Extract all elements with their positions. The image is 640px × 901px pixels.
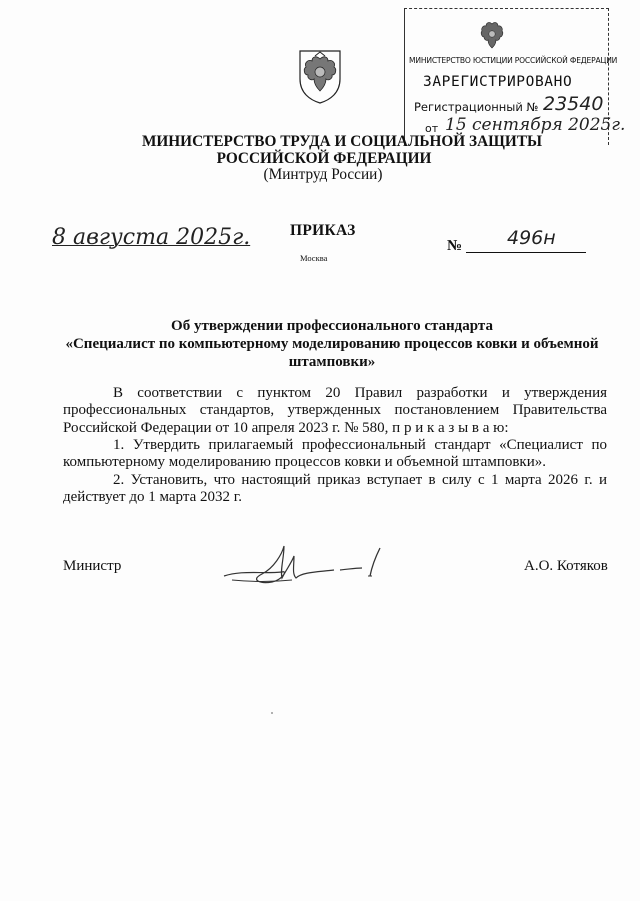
body-paragraph-1: В соответствии с пунктом 20 Правил разработки и утверждения профессиональных стандартов, утвержденных постановлением Правительства Российской Федерации от 10 апреля 2023 г. № 580, п р и к а з ы в а ю: (63, 385, 607, 436)
signatory-name: А.О. Котяков (524, 558, 608, 574)
stamp-ministry-text: МИНИСТЕРСТВО ЮСТИЦИИ РОССИЙСКОЙ ФЕДЕРАЦИИ (409, 56, 618, 65)
body-paragraph-2: 1. Утвердить прилагаемый профессиональный стандарт «Специалист по компьютерному моделированию процессов ковки и объемной штамповки». (63, 437, 607, 471)
stamp-emblem-icon (475, 17, 509, 51)
signatory-role: Министр (63, 558, 122, 574)
ministry-name-line2: РОССИЙСКОЙ ФЕДЕРАЦИИ (216, 150, 432, 167)
handwritten-signature (222, 540, 392, 590)
body-paragraph-3: 2. Установить, что настоящий приказ вступает в силу с 1 марта 2026 г. и действует до 1 марта 2032 г. (63, 472, 607, 506)
scan-speck (271, 712, 273, 714)
ministry-name-line1: МИНИСТЕРСТВО ТРУДА И СОЦИАЛЬНОЙ ЗАЩИТЫ (141, 133, 543, 150)
stamp-date-label: от (425, 122, 439, 135)
ministry-short-name: (Минтруд России) (263, 166, 383, 183)
stamp-regnum: 23540 (543, 93, 604, 115)
coat-of-arms-icon (290, 45, 350, 105)
stamp-registered-text: ЗАРЕГИСТРИРОВАНО (423, 74, 573, 90)
subject-line2: «Специалист по компьютерному моделированию процессов ковки и объемной (65, 336, 599, 352)
stamp-date: 15 сентября 2025г. (445, 115, 626, 135)
stamp-regnum-label: Регистрационный № (414, 100, 539, 114)
order-city: Москва (300, 253, 328, 263)
subject-line1: Об утверждении профессионального стандарта (171, 318, 493, 334)
order-number-underline (466, 252, 586, 253)
registration-stamp (404, 8, 626, 145)
order-number: 496н (507, 227, 556, 249)
order-title: ПРИКАЗ (290, 222, 356, 239)
order-number-label: № (447, 238, 463, 254)
subject-line3: штамповки» (288, 354, 376, 370)
order-date: 8 августа 2025г. (52, 225, 251, 250)
